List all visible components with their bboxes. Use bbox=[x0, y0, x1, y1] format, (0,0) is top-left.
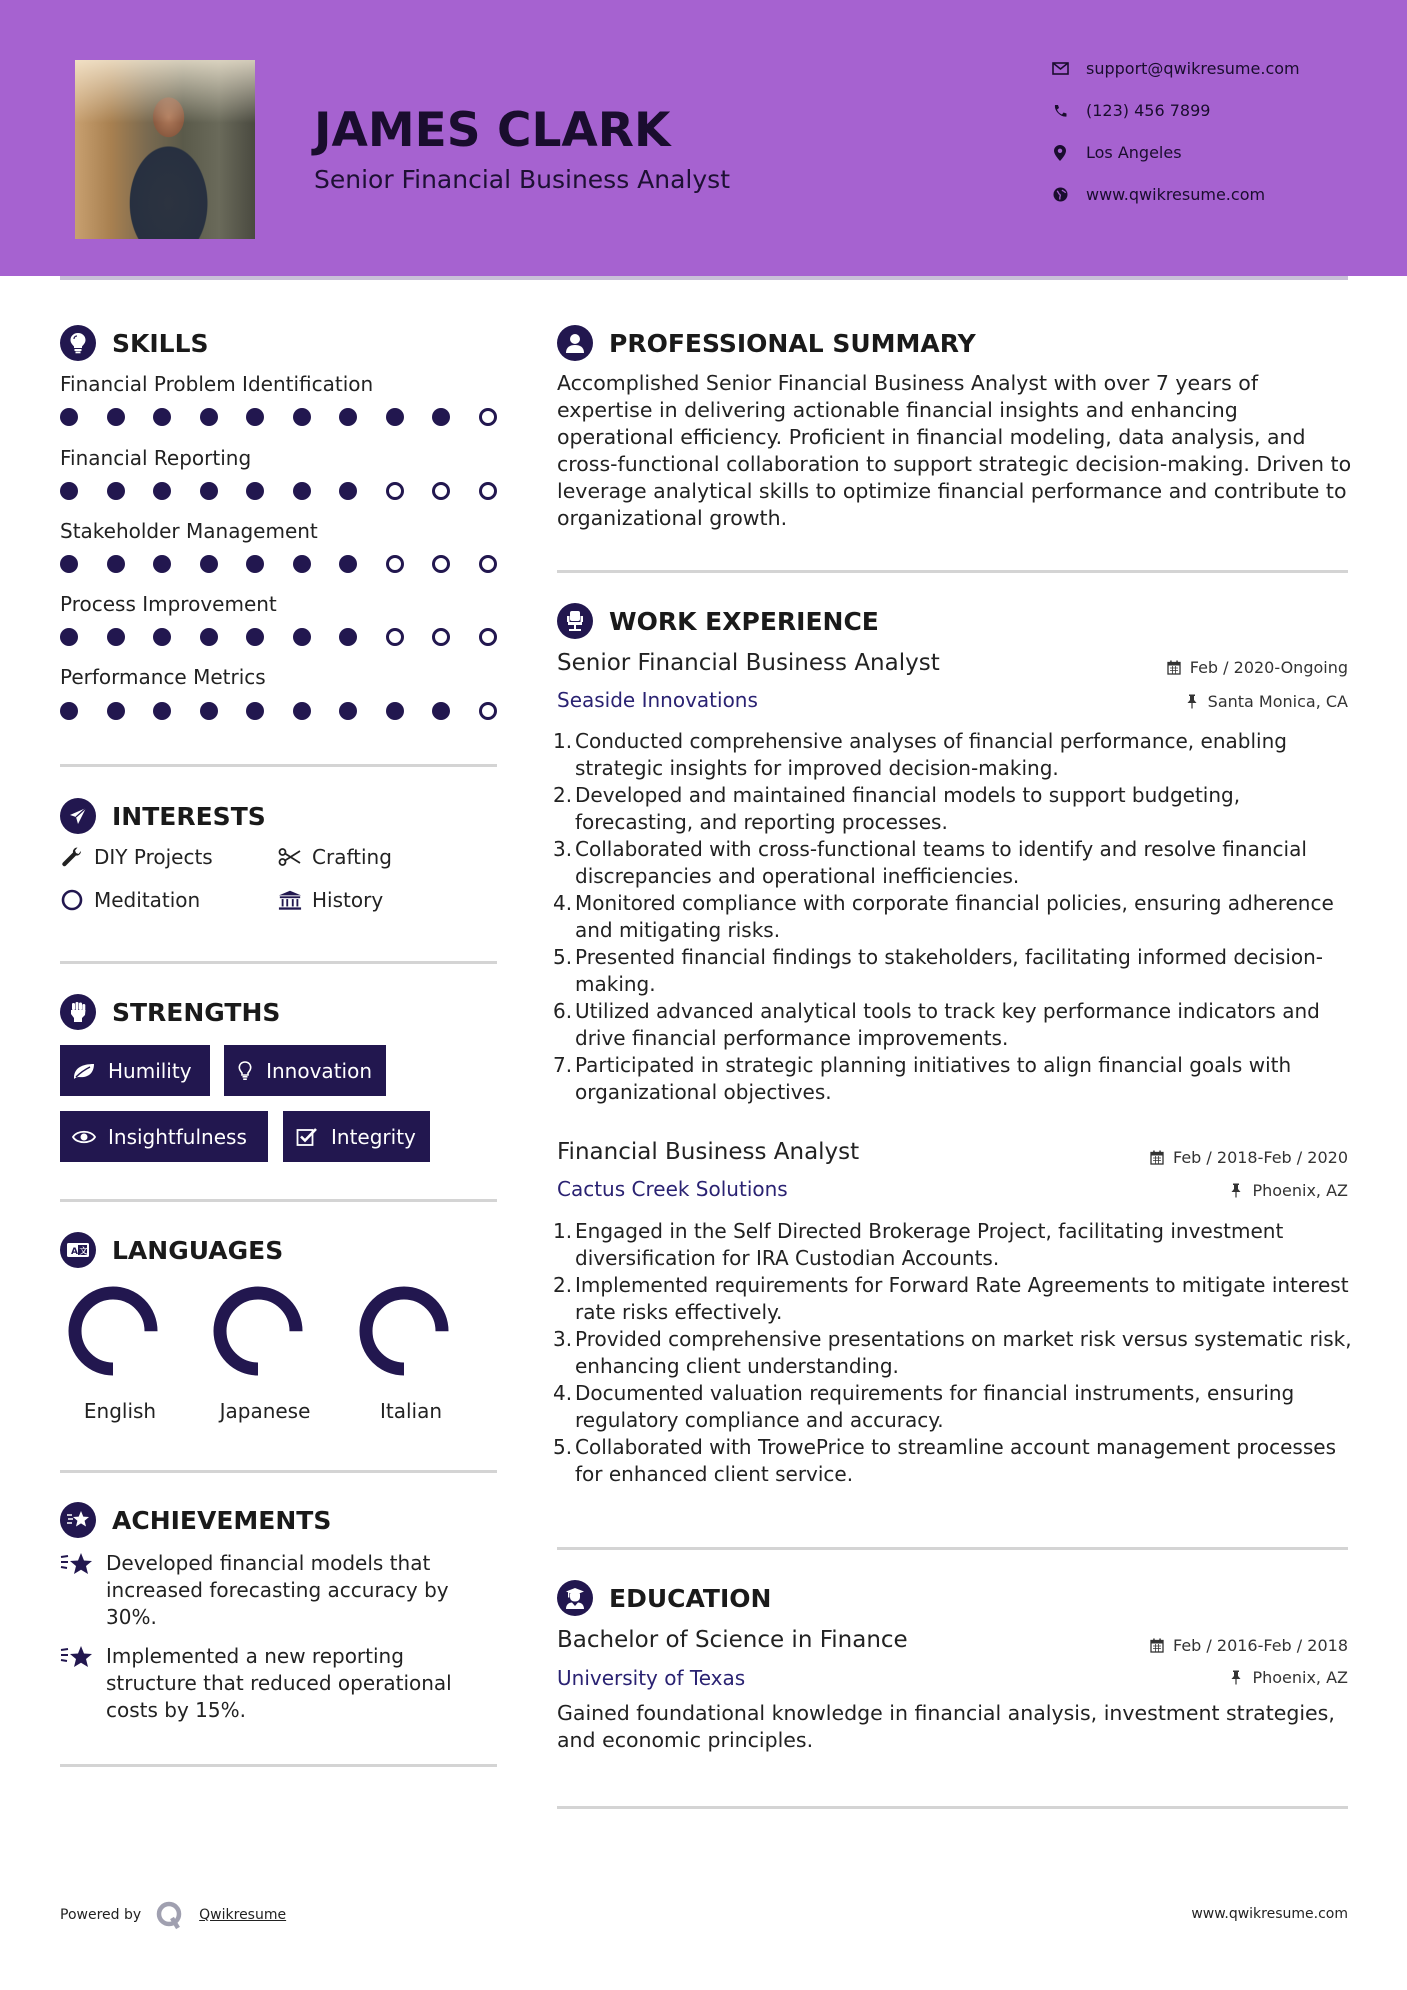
experience-heading: WORK EXPERIENCE bbox=[557, 603, 879, 639]
interest-item: Crafting bbox=[278, 845, 392, 869]
rating-dot-filled bbox=[293, 482, 311, 500]
rating-dot-filled bbox=[153, 702, 171, 720]
contact-location bbox=[1050, 143, 1370, 162]
circle-icon bbox=[60, 889, 84, 911]
progress-ring bbox=[65, 1283, 161, 1379]
language-ring-japanese bbox=[208, 1283, 308, 1379]
globe-icon bbox=[1050, 186, 1070, 204]
section-divider bbox=[60, 961, 497, 964]
skill-rating bbox=[60, 628, 525, 646]
rating-dot-filled bbox=[432, 408, 450, 426]
candidate-title: Senior Financial Business Analyst bbox=[314, 165, 731, 194]
rating-dot-filled bbox=[107, 555, 125, 573]
envelope-icon bbox=[1050, 60, 1070, 78]
bullet-item: 3. Provided comprehensive presentations on market risk versus systematic risk, enhancing client understanding. bbox=[553, 1327, 1352, 1378]
pushpin-icon bbox=[1184, 694, 1200, 710]
svg-text:文: 文 bbox=[79, 1246, 88, 1256]
rating-dot-filled bbox=[153, 408, 171, 426]
education-dates: Feb / 2016-Feb / 2018 bbox=[1149, 1636, 1348, 1655]
star-badge-icon bbox=[60, 1502, 96, 1538]
language-ring-english bbox=[63, 1283, 163, 1379]
contact-phone[interactable] bbox=[1050, 101, 1370, 120]
skill-rating bbox=[60, 555, 525, 573]
header-banner bbox=[0, 0, 1407, 276]
rating-dot-filled bbox=[60, 482, 78, 500]
language-label: Japanese bbox=[219, 1399, 311, 1423]
bullet-item: 4. Monitored compliance with corporate financial policies, ensuring adherence and mitigating risks. bbox=[553, 891, 1334, 942]
rating-dot-filled bbox=[153, 482, 171, 500]
rating-dot-filled bbox=[246, 628, 264, 646]
shooting-star-icon bbox=[60, 1552, 94, 1578]
bullet-item: 7. Participated in strategic planning initiatives to align financial goals with organizational objectives. bbox=[553, 1053, 1292, 1104]
section-divider bbox=[60, 1199, 497, 1202]
rating-dot-filled bbox=[60, 555, 78, 573]
bullet-item: 4. Documented valuation requirements for financial instruments, ensuring regulatory compliance and accuracy. bbox=[553, 1381, 1295, 1432]
education-heading: EDUCATION bbox=[557, 1580, 771, 1616]
job-title: Financial Business Analyst bbox=[557, 1139, 860, 1165]
contact-website[interactable] bbox=[1050, 185, 1370, 204]
rating-dot-filled bbox=[200, 628, 218, 646]
rating-dot-filled bbox=[107, 628, 125, 646]
job-responsibilities bbox=[553, 728, 1353, 1106]
skill-label: Stakeholder Management bbox=[60, 519, 318, 543]
lightbulb-icon bbox=[236, 1060, 254, 1082]
calendar-icon bbox=[1149, 1638, 1165, 1654]
strength-chip: Humility bbox=[60, 1045, 210, 1096]
shooting-star-icon bbox=[60, 1645, 94, 1671]
skill-rating bbox=[60, 482, 525, 500]
company-name: Seaside Innovations bbox=[557, 688, 758, 712]
scissors-icon bbox=[278, 846, 302, 868]
job-dates: Feb / 2020-Ongoing bbox=[1166, 658, 1348, 677]
degree-title: Bachelor of Science in Finance bbox=[557, 1627, 908, 1653]
interest-item: History bbox=[278, 888, 383, 912]
education-location: Phoenix, AZ bbox=[1228, 1668, 1348, 1687]
profile-photo bbox=[75, 60, 255, 239]
rating-dot-filled bbox=[339, 628, 357, 646]
rating-dot-filled bbox=[386, 702, 404, 720]
rating-dot-filled bbox=[246, 408, 264, 426]
language-ring-italian bbox=[354, 1283, 454, 1379]
skills-heading: SKILLS bbox=[60, 325, 209, 361]
rating-dot-filled bbox=[339, 482, 357, 500]
bullet-item: 5. Collaborated with TrowePrice to streamline account management processes for enhanced client service. bbox=[553, 1435, 1336, 1486]
education-description: Gained foundational knowledge in financial analysis, investment strategies, and economic principles. bbox=[557, 1701, 1335, 1752]
powered-by-label: Powered by bbox=[60, 1907, 142, 1923]
rating-dot-filled bbox=[60, 628, 78, 646]
rating-dot-empty bbox=[386, 555, 404, 573]
rating-dot-filled bbox=[60, 408, 78, 426]
rating-dot-empty bbox=[432, 628, 450, 646]
skill-label: Performance Metrics bbox=[60, 665, 266, 689]
calendar-icon bbox=[1149, 1150, 1165, 1166]
rating-dot-filled bbox=[386, 408, 404, 426]
svg-text:A: A bbox=[71, 1247, 78, 1257]
progress-ring bbox=[210, 1283, 306, 1379]
rating-dot-filled bbox=[246, 555, 264, 573]
bullet-item: 2. Implemented requirements for Forward Rate Agreements to mitigate interest rate risks effectively. bbox=[553, 1273, 1349, 1324]
user-icon bbox=[557, 325, 593, 361]
job-dates: Feb / 2018-Feb / 2020 bbox=[1149, 1148, 1348, 1167]
strength-chip: Insightfulness bbox=[60, 1111, 268, 1162]
email-text: support@qwikresume.com bbox=[1086, 59, 1300, 78]
language-label: English bbox=[83, 1399, 157, 1423]
skill-label: Process Improvement bbox=[60, 592, 277, 616]
skill-label: Financial Problem Identification bbox=[60, 372, 374, 396]
leaf-icon bbox=[72, 1060, 96, 1082]
section-divider bbox=[557, 1806, 1348, 1809]
pushpin-icon bbox=[1228, 1670, 1244, 1686]
job-location: Phoenix, AZ bbox=[1228, 1181, 1348, 1200]
strengths-heading: STRENGTHS bbox=[60, 994, 280, 1030]
candidate-name: JAMES CLARK bbox=[314, 103, 671, 158]
bullet-item: 2. Developed and maintained financial models to support budgeting, forecasting, and reporting processes. bbox=[553, 783, 1241, 834]
rating-dot-empty bbox=[479, 482, 497, 500]
bullet-item: 3. Collaborated with cross-functional teams to identify and resolve financial discrepancies and operational inefficiencies. bbox=[553, 837, 1307, 888]
section-divider bbox=[60, 764, 497, 767]
company-name: Cactus Creek Solutions bbox=[557, 1177, 788, 1201]
section-divider bbox=[60, 1470, 497, 1473]
skill-label: Financial Reporting bbox=[60, 446, 252, 470]
rating-dot-filled bbox=[246, 482, 264, 500]
bullet-item: 1. Engaged in the Self Directed Brokerage Project, facilitating investment diversification for IRA Custodian Accounts. bbox=[553, 1219, 1284, 1270]
rating-dot-filled bbox=[200, 482, 218, 500]
summary-heading: PROFESSIONAL SUMMARY bbox=[557, 325, 976, 361]
rating-dot-filled bbox=[153, 555, 171, 573]
qwikresume-logo-icon bbox=[155, 1900, 185, 1930]
museum-icon bbox=[278, 889, 302, 911]
pushpin-icon bbox=[1228, 1183, 1244, 1199]
rating-dot-filled bbox=[200, 408, 218, 426]
rating-dot-filled bbox=[293, 628, 311, 646]
rating-dot-empty bbox=[432, 482, 450, 500]
footer-url[interactable]: www.qwikresume.com bbox=[1191, 1906, 1348, 1922]
rating-dot-filled bbox=[339, 408, 357, 426]
qwikresume-link[interactable]: Qwikresume bbox=[199, 1907, 287, 1923]
rating-dot-filled bbox=[107, 482, 125, 500]
achievement-item: Implemented a new reporting structure that reduced operational costs by 15%. bbox=[60, 1643, 490, 1724]
check-square-icon bbox=[295, 1126, 319, 1148]
rating-dot-empty bbox=[386, 482, 404, 500]
lightbulb-icon bbox=[60, 325, 96, 361]
phone-icon bbox=[1050, 102, 1070, 120]
rating-dot-empty bbox=[479, 408, 497, 426]
rating-dot-filled bbox=[107, 702, 125, 720]
achievements-heading: ACHIEVEMENTS bbox=[60, 1502, 331, 1538]
footer-powered-by bbox=[60, 1900, 286, 1930]
rating-dot-empty bbox=[479, 555, 497, 573]
eye-icon bbox=[72, 1126, 96, 1148]
strength-chip: Innovation bbox=[224, 1045, 386, 1096]
bullet-item: 5. Presented financial findings to stakeholders, facilitating informed decision-making. bbox=[553, 945, 1324, 996]
language-icon bbox=[60, 1232, 96, 1268]
rating-dot-filled bbox=[339, 702, 357, 720]
rating-dot-empty bbox=[432, 555, 450, 573]
rating-dot-filled bbox=[200, 555, 218, 573]
rating-dot-empty bbox=[386, 628, 404, 646]
section-divider bbox=[557, 1547, 1348, 1550]
job-responsibilities bbox=[553, 1218, 1353, 1488]
section-divider bbox=[557, 570, 1348, 573]
fist-icon bbox=[60, 994, 96, 1030]
rating-dot-filled bbox=[339, 555, 357, 573]
summary-text: Accomplished Senior Financial Business Analyst with over 7 years of expertise in delivering actionable financial insights and enhancing operational efficiency. Proficient in financial modeling, data analysis, and cross-functional collaboration to support strategic decision-making. Driven to leverage analytical skills to optimize financial performance and contribute to organizational growth. bbox=[557, 371, 1352, 530]
progress-ring bbox=[356, 1283, 452, 1379]
location-text: Los Angeles bbox=[1086, 143, 1182, 162]
achievement-item: Developed financial models that increased forecasting accuracy by 30%. bbox=[60, 1550, 490, 1631]
wrench-icon bbox=[60, 846, 84, 868]
job-location: Santa Monica, CA bbox=[1184, 692, 1348, 711]
graduate-icon bbox=[557, 1580, 593, 1616]
contact-email[interactable] bbox=[1050, 59, 1370, 78]
header-divider bbox=[60, 276, 1348, 280]
skill-rating bbox=[60, 408, 525, 426]
phone-text: (123) 456 7899 bbox=[1086, 101, 1211, 120]
rating-dot-filled bbox=[293, 702, 311, 720]
map-marker-icon bbox=[1050, 144, 1070, 162]
rating-dot-filled bbox=[246, 702, 264, 720]
rating-dot-filled bbox=[200, 702, 218, 720]
languages-heading: A 文 LANGUAGES bbox=[60, 1232, 283, 1268]
rating-dot-filled bbox=[153, 628, 171, 646]
interest-item: DIY Projects bbox=[60, 845, 213, 869]
rating-dot-empty bbox=[479, 628, 497, 646]
bullet-item: 6. Utilized advanced analytical tools to track key performance indicators and drive financial performance improvements. bbox=[553, 999, 1320, 1050]
job-title: Senior Financial Business Analyst bbox=[557, 650, 940, 676]
rating-dot-filled bbox=[60, 702, 78, 720]
rating-dot-filled bbox=[432, 702, 450, 720]
section-divider bbox=[60, 1764, 497, 1767]
bullet-item: 1. Conducted comprehensive analyses of financial performance, enabling strategic insights for improved decision-making. bbox=[553, 729, 1287, 780]
calendar-icon bbox=[1166, 660, 1182, 676]
school-name: University of Texas bbox=[557, 1666, 746, 1690]
rating-dot-filled bbox=[293, 408, 311, 426]
language-label: Italian bbox=[379, 1399, 443, 1423]
interests-heading: INTERESTS bbox=[60, 798, 266, 834]
office-chair-icon bbox=[557, 603, 593, 639]
rating-dot-filled bbox=[293, 555, 311, 573]
paper-plane-icon bbox=[60, 798, 96, 834]
rating-dot-empty bbox=[479, 702, 497, 720]
rating-dot-filled bbox=[107, 408, 125, 426]
skill-rating bbox=[60, 702, 525, 720]
website-text: www.qwikresume.com bbox=[1086, 185, 1266, 204]
interest-item: Meditation bbox=[60, 888, 200, 912]
strength-chip: Integrity bbox=[283, 1111, 430, 1162]
